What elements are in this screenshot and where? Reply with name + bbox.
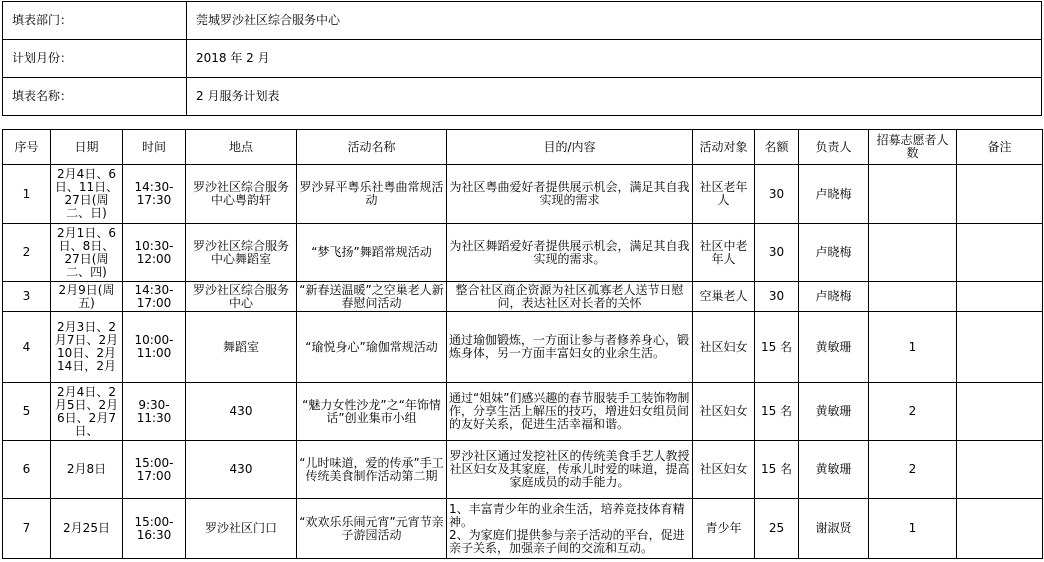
cell-activity-name: “新春送温暖”之空巢老人新春慰问活动 — [297, 282, 447, 312]
cell-place: 罗沙社区综合服务中心 — [186, 282, 297, 312]
cell-leader: 卢晓梅 — [799, 224, 869, 282]
cell-quota: 15 名 — [755, 383, 799, 441]
col-header-time: 时间 — [123, 130, 186, 165]
service-plan-table — [2, 129, 1043, 559]
table-row — [3, 312, 1043, 383]
cell-target: 空巢老人 — [693, 282, 755, 312]
table-row — [3, 165, 1043, 224]
cell-date: 2月4日、6日、11日、27日(周二、日) — [51, 165, 123, 224]
cell-quota: 30 — [755, 282, 799, 312]
cell-leader: 黄敏珊 — [799, 312, 869, 383]
col-header-activity-name: 活动名称 — [297, 130, 447, 165]
cell-leader: 黄敏珊 — [799, 441, 869, 499]
form-name-value: 2 月服务计划表 — [187, 78, 1042, 116]
cell-activity-name: “梦飞扬”舞蹈常规活动 — [297, 224, 447, 282]
cell-purpose: 整合社区商企资源为社区孤寡老人送节日慰问，表达社区对长者的关怀 — [447, 282, 693, 312]
cell-time: 10:00-11:00 — [123, 312, 186, 383]
col-header-leader: 负责人 — [799, 130, 869, 165]
header-table — [2, 1, 1042, 116]
cell-quota: 30 — [755, 224, 799, 282]
col-header-no: 序号 — [3, 130, 51, 165]
cell-time: 10:30-12:00 — [123, 224, 186, 282]
cell-date: 2月8日 — [51, 441, 123, 499]
cell-target: 社区妇女 — [693, 312, 755, 383]
table-row — [3, 383, 1043, 441]
cell-target: 社区老年人 — [693, 165, 755, 224]
cell-leader: 谢淑贤 — [799, 499, 869, 559]
cell-volunteers — [869, 282, 957, 312]
cell-leader: 卢晓梅 — [799, 282, 869, 312]
cell-volunteers: 1 — [869, 312, 957, 383]
cell-target: 社区妇女 — [693, 383, 755, 441]
cell-remark — [957, 282, 1043, 312]
col-header-date: 日期 — [51, 130, 123, 165]
department-label: 填表部门： — [3, 2, 187, 40]
cell-purpose: 通过“姐妹”们感兴趣的春节服装手工装饰物制作，分享生活上解压的技巧，增进妇女组员间的友好关系，促进生活幸福和谐。 — [447, 383, 693, 441]
cell-remark — [957, 383, 1043, 441]
cell-activity-name: “瑜悦身心”瑜伽常规活动 — [297, 312, 447, 383]
table-row — [3, 499, 1043, 559]
cell-quota: 15 名 — [755, 312, 799, 383]
cell-time: 9:30-11:30 — [123, 383, 186, 441]
cell-volunteers: 2 — [869, 441, 957, 499]
cell-activity-name: “魅力女性沙龙”之“年饰情话”创业集市小组 — [297, 383, 447, 441]
cell-purpose: 通过瑜伽锻炼，一方面让参与者修养身心，锻炼身体，另一方面丰富妇女的业余生活。 — [447, 312, 693, 383]
cell-time: 14:30-17:30 — [123, 165, 186, 224]
cell-quota: 15 名 — [755, 441, 799, 499]
cell-quota: 25 — [755, 499, 799, 559]
cell-place: 430 — [186, 441, 297, 499]
cell-date: 2月4日、2月5日、2月6日、2月7日、 — [51, 383, 123, 441]
cell-place: 罗沙社区综合服务中心粤韵轩 — [186, 165, 297, 224]
cell-no: 7 — [3, 499, 51, 559]
cell-no: 6 — [3, 441, 51, 499]
cell-leader: 卢晓梅 — [799, 165, 869, 224]
cell-date: 2月1日、6日、8日、27日(周二、四) — [51, 224, 123, 282]
cell-remark — [957, 499, 1043, 559]
cell-activity-name: “欢欢乐乐闹元宵”元宵节亲子游园活动 — [297, 499, 447, 559]
table-row — [3, 224, 1043, 282]
month-label: 计划月份： — [3, 40, 187, 78]
cell-volunteers: 1 — [869, 499, 957, 559]
cell-activity-name: “儿时味道，爱的传承”手工传统美食制作活动第二期 — [297, 441, 447, 499]
cell-time: 14:30-17:00 — [123, 282, 186, 312]
cell-volunteers: 2 — [869, 383, 957, 441]
cell-volunteers — [869, 165, 957, 224]
col-header-remark: 备注 — [957, 130, 1043, 165]
cell-purpose: 为社区舞蹈爱好者提供展示机会，满足其自我实现的需求。 — [447, 224, 693, 282]
cell-leader: 黄敏珊 — [799, 383, 869, 441]
form-name-label: 填表名称： — [3, 78, 187, 116]
cell-remark — [957, 441, 1043, 499]
cell-no: 4 — [3, 312, 51, 383]
cell-date: 2月3日、2月7日、2月10日、2月14日，2月 — [51, 312, 123, 383]
cell-target: 社区中老年人 — [693, 224, 755, 282]
cell-no: 1 — [3, 165, 51, 224]
cell-activity-name: 罗沙昇平粤乐社粤曲常规活动 — [297, 165, 447, 224]
header-row-name — [3, 78, 1042, 116]
cell-date: 2月9日(周五) — [51, 282, 123, 312]
cell-no: 5 — [3, 383, 51, 441]
cell-quota: 30 — [755, 165, 799, 224]
cell-no: 3 — [3, 282, 51, 312]
month-value: 2018 年 2 月 — [187, 40, 1042, 78]
table-row — [3, 282, 1043, 312]
cell-remark — [957, 312, 1043, 383]
table-row — [3, 441, 1043, 499]
header-row-department — [3, 2, 1042, 40]
cell-place: 罗沙社区门口 — [186, 499, 297, 559]
col-header-quota: 名额 — [755, 130, 799, 165]
col-header-volunteers: 招募志愿者人数 — [869, 130, 957, 165]
header-row-month — [3, 40, 1042, 78]
cell-time: 15:00-17:00 — [123, 441, 186, 499]
col-header-place: 地点 — [186, 130, 297, 165]
cell-remark — [957, 165, 1043, 224]
cell-purpose: 为社区粤曲爱好者提供展示机会，满足其自我实现的需求 — [447, 165, 693, 224]
col-header-purpose: 目的/内容 — [447, 130, 693, 165]
cell-remark — [957, 224, 1043, 282]
cell-time: 15:00-16:30 — [123, 499, 186, 559]
table-header-row — [3, 130, 1043, 165]
cell-no: 2 — [3, 224, 51, 282]
cell-place: 430 — [186, 383, 297, 441]
cell-purpose: 罗沙社区通过发挖社区的传统美食手艺人教授社区妇女及其家庭，传承儿时爱的味道，提高家庭成员的动手能力。 — [447, 441, 693, 499]
cell-target: 社区妇女 — [693, 441, 755, 499]
cell-date: 2月25日 — [51, 499, 123, 559]
cell-place: 舞蹈室 — [186, 312, 297, 383]
col-header-target: 活动对象 — [693, 130, 755, 165]
cell-target: 青少年 — [693, 499, 755, 559]
cell-place: 罗沙社区综合服务中心舞蹈室 — [186, 224, 297, 282]
cell-volunteers — [869, 224, 957, 282]
cell-purpose: 1、丰富青少年的业余生活，培养竞技体育精神。 2、为家庭们提供参与亲子活动的平台，促进亲子关系，加强亲子间的交流和互动。 — [447, 499, 693, 559]
department-value: 莞城罗沙社区综合服务中心 — [187, 2, 1042, 40]
